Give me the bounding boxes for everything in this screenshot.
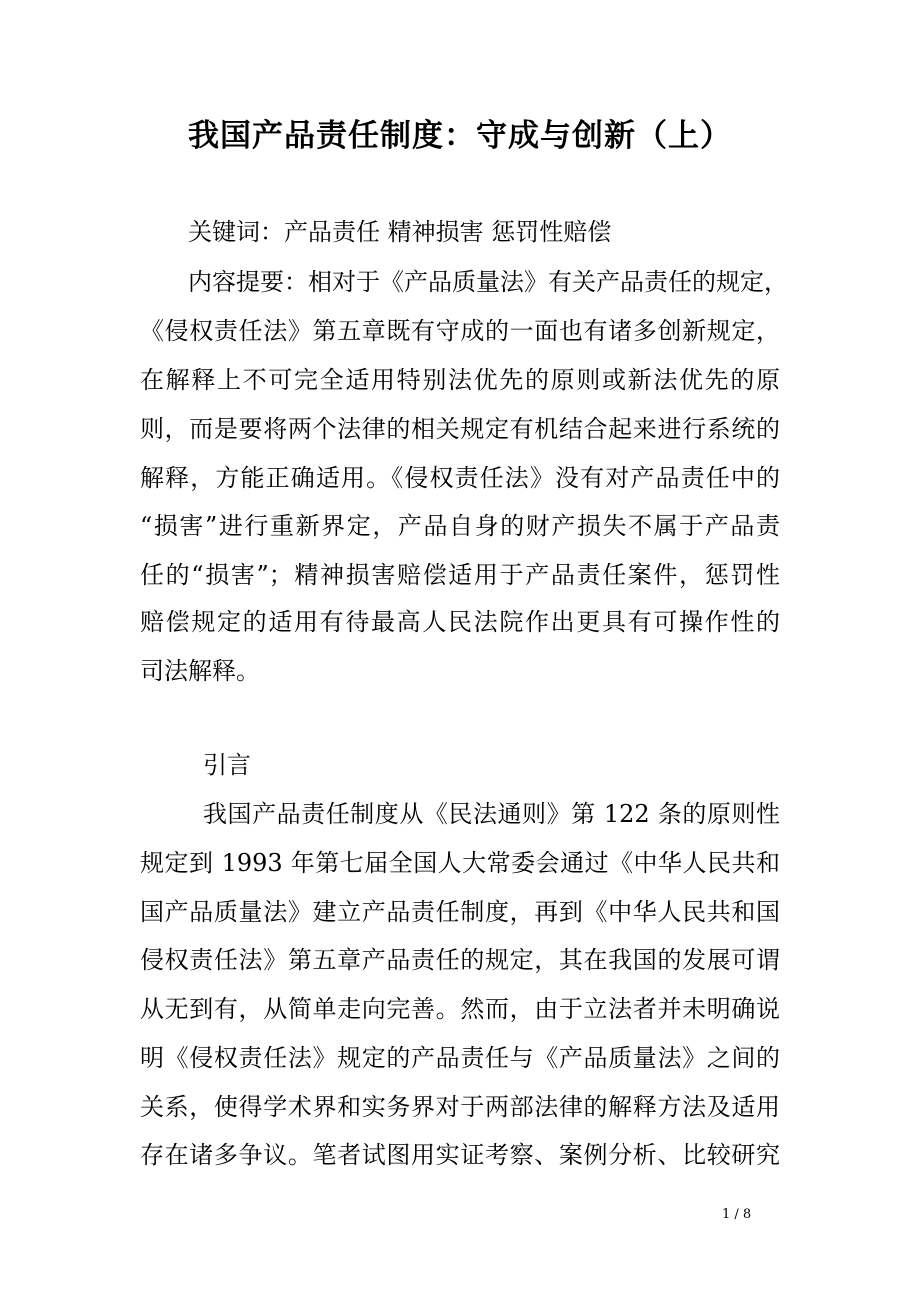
intro-line: 规定到 1993 年第七届全国人大常委会通过《中华人民共和	[140, 849, 780, 877]
document-title: 我国产品责任制度：守成与创新（上）	[188, 118, 732, 154]
intro-line: 从无到有，从简单走向完善。然而，由于立法者并未明确说	[140, 995, 780, 1023]
page-number: 1 / 8	[722, 1207, 752, 1222]
intro-line: 明《侵权责任法》规定的产品责任与《产品质量法》之间的	[140, 1044, 780, 1072]
abstract-line: 则，而是要将两个法律的相关规定有机结合起来进行系统的	[140, 415, 780, 443]
abstract-line: 解释，方能正确适用。《侵权责任法》没有对产品责任中的	[140, 464, 780, 492]
intro-line: 我国产品责任制度从《民法通则》第 122 条的原则性	[203, 800, 780, 828]
abstract-line: 《侵权责任法》第五章既有守成的一面也有诸多创新规定，	[140, 317, 780, 345]
abstract-line: 内容提要：相对于《产品质量法》有关产品责任的规定，	[188, 268, 788, 296]
intro-line: 国产品质量法》建立产品责任制度，再到《中华人民共和国	[140, 898, 780, 926]
abstract-line: “损害”进行重新界定，产品自身的财产损失不属于产品责	[140, 512, 780, 540]
abstract-line: 任的“损害”；精神损害赔偿适用于产品责任案件，惩罚性	[140, 561, 780, 589]
intro-line: 侵权责任法》第五章产品责任的规定，其在我国的发展可谓	[140, 946, 780, 974]
intro-line: 存在诸多争议。笔者试图用实证考察、案例分析、比较研究	[140, 1141, 780, 1169]
section-heading: 引言	[203, 751, 251, 779]
keywords-line: 关键词：产品责任 精神损害 惩罚性赔偿	[188, 218, 612, 246]
abstract-line: 在解释上不可完全适用特别法优先的原则或新法优先的原	[140, 366, 780, 394]
intro-line: 关系，使得学术界和实务界对于两部法律的解释方法及适用	[140, 1093, 780, 1121]
abstract-line: 司法解释。	[140, 657, 260, 685]
abstract-line: 赔偿规定的适用有待最高人民法院作出更具有可操作性的	[140, 608, 780, 636]
